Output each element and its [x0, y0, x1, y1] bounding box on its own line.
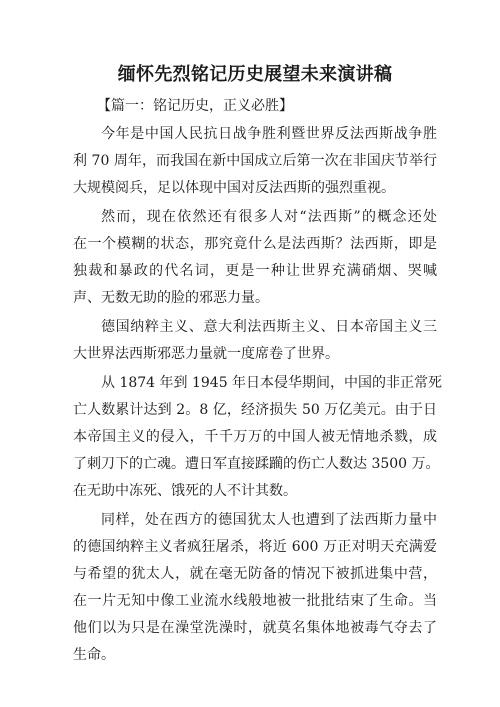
paragraph-line: 在一个模糊的状态，那究竟什么是法西斯？法西斯，即是 — [73, 236, 437, 252]
paragraph-line: 大世界法西斯邪恶力量就一度席卷了世界。 — [73, 346, 339, 362]
paragraph-2 — [73, 204, 437, 312]
paragraph-5 — [73, 507, 437, 669]
paragraph-line: 同样，处在西方的德国犹太人也遭到了法西斯力量中 — [101, 512, 437, 528]
paragraph-line: 在无助中冻死、饿死的人不计其数。 — [73, 483, 297, 499]
paragraph-line: 本帝国主义的侵入，千千万万的中国人被无情地杀戮，成 — [73, 429, 437, 445]
paragraph-3 — [73, 314, 437, 368]
paragraph-line: 生命。 — [73, 647, 115, 663]
paragraph-line: 德国纳粹主义、意大利法西斯主义、日本帝国主义三 — [101, 319, 437, 335]
paragraph-line: 了刺刀下的亡魂。遭日军直接蹂躏的伤亡人数达 3500 万。 — [73, 456, 440, 472]
paragraph-line: 利 70 周年，而我国在新中国成立后第一次在非国庆节举行 — [73, 153, 437, 169]
paragraph-line: 的德国纳粹主义者疯狂屠杀，将近 600 万正对明天充满爱 — [73, 539, 437, 555]
paragraph-line: 独裁和暴政的代名词，更是一种让世界充满硝烟、哭喊 — [73, 263, 437, 279]
paragraph-1 — [73, 121, 437, 202]
paragraph-line: 声、无数无助的脸的邪恶力量。 — [73, 290, 269, 306]
paragraph-4 — [73, 370, 443, 505]
paragraph-line: 在一片无知中像工业流水线般地被一批批结束了生命。当 — [73, 593, 437, 609]
paragraph-line: 大规模阅兵，足以体现中国对反法西斯的强烈重视。 — [73, 180, 395, 196]
paragraph-line: 亡人数累计达到 2。8 亿，经济损失 50 万亿美元。由于日 — [73, 402, 437, 418]
document-title: 缅怀先烈铭记历史展望未来演讲稿 — [117, 64, 393, 85]
paragraph-line: 今年是中国人民抗日战争胜利暨世界反法西斯战争胜 — [101, 126, 437, 142]
paragraph-line: 然而，现在依然还有很多人对“法西斯”的概念还处 — [101, 209, 437, 225]
section-heading: 【篇一：铭记历史，正义必胜】 — [97, 98, 293, 114]
paragraph-line: 与希望的犹太人，就在毫无防备的情况下被抓进集中营， — [73, 566, 437, 582]
paragraph-line: 他们以为只是在澡堂洗澡时，就莫名集体地被毒气夺去了 — [73, 620, 437, 636]
paragraph-line: 从 1874 年到 1945 年日本侵华期间，中国的非正常死 — [101, 375, 443, 391]
